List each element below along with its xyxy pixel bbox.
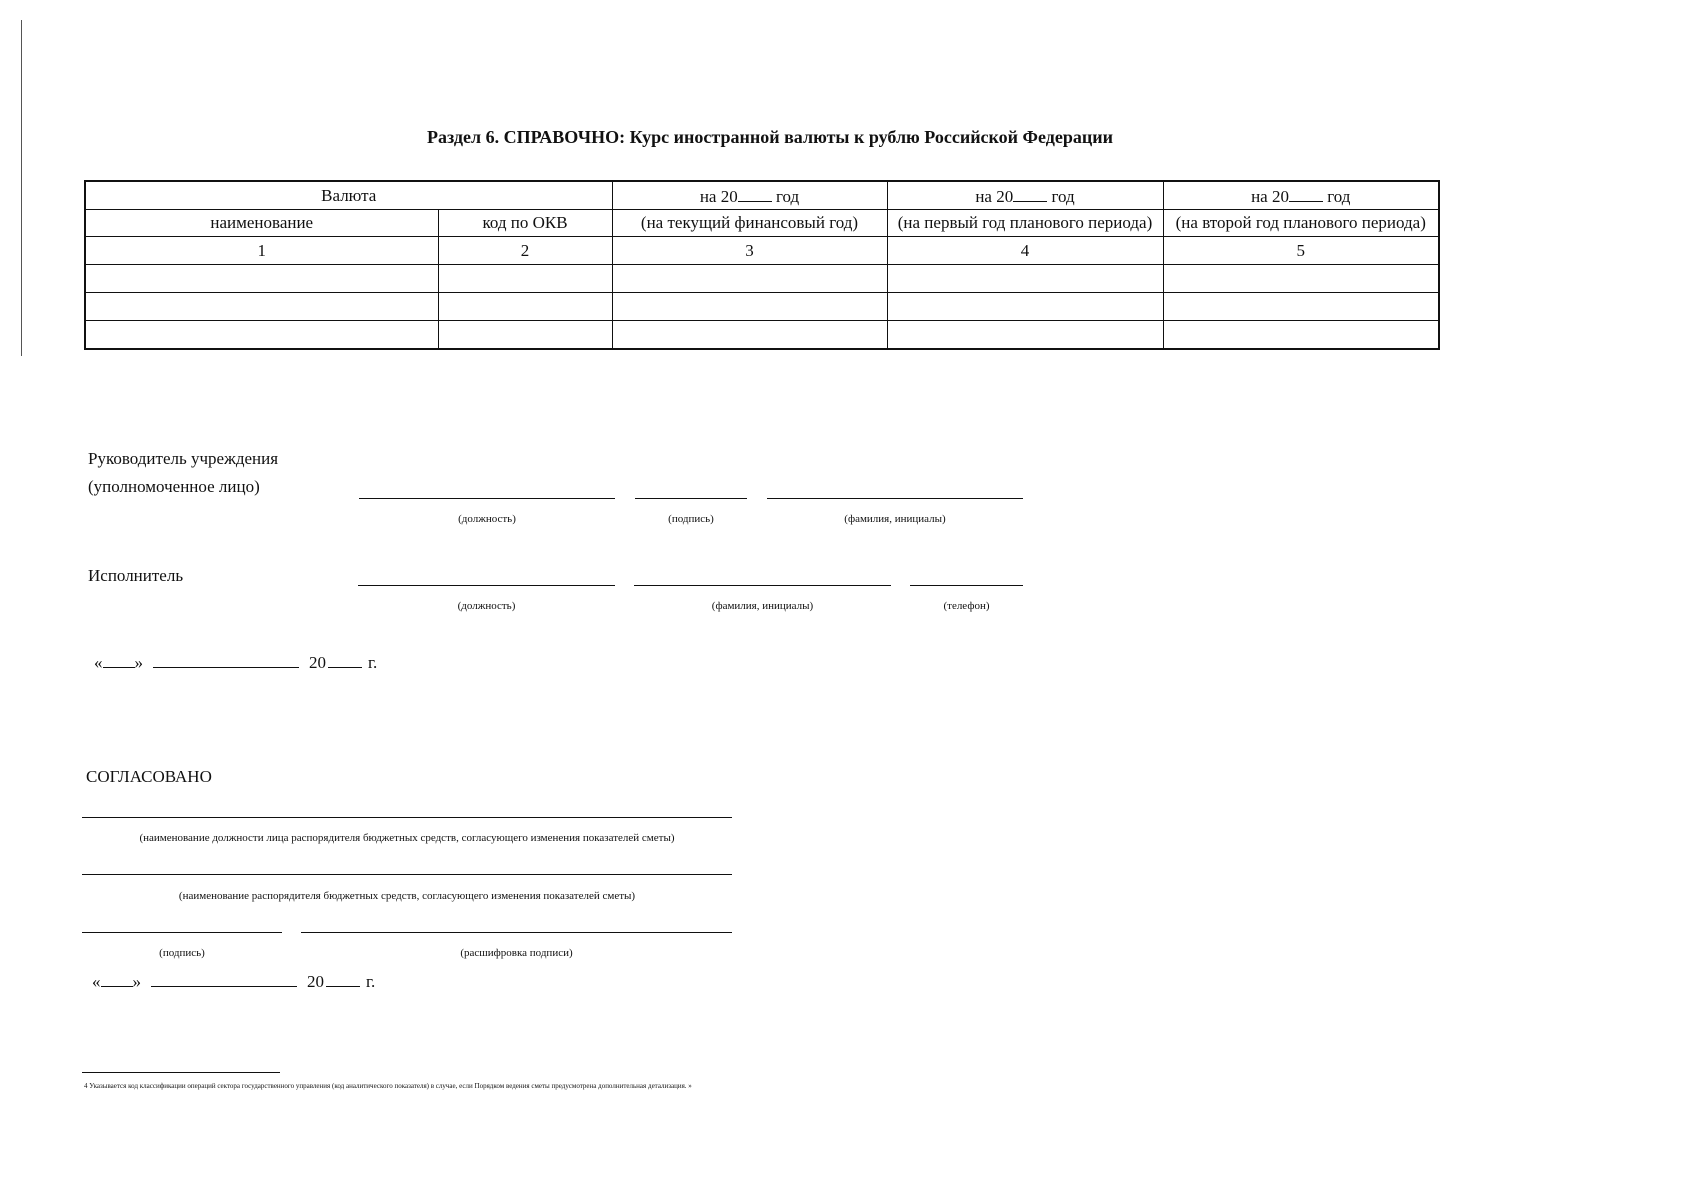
- head-label-sub: (уполномоченное лицо): [88, 477, 260, 496]
- currency-header: Валюта: [85, 181, 612, 210]
- table-cell[interactable]: [1163, 265, 1439, 293]
- head-label: Руководитель учреждения: [88, 449, 279, 468]
- table-row: [85, 321, 1439, 350]
- organization-line[interactable]: [82, 874, 732, 875]
- executor-position-line[interactable]: [358, 585, 615, 586]
- table-row: [85, 265, 1439, 293]
- official-position-caption: (наименование должности лица распорядителя бюджетных средств, согласующего изменения показателей сметы): [139, 832, 675, 844]
- table-cell[interactable]: [438, 265, 612, 293]
- official-position-line[interactable]: [82, 817, 732, 818]
- day-blank[interactable]: [103, 653, 135, 668]
- col-number: 3: [612, 237, 887, 265]
- col-second-plan-year: (на второй год планового периода): [1163, 210, 1439, 237]
- quote-close: »: [134, 653, 143, 672]
- table-cell[interactable]: [612, 321, 887, 350]
- footnote-separator: [82, 1072, 280, 1073]
- table-cell[interactable]: [887, 293, 1163, 321]
- table-cell[interactable]: [438, 293, 612, 321]
- head-fio-caption: (фамилия, инициалы): [844, 513, 946, 525]
- executor-fio-line[interactable]: [634, 585, 891, 586]
- executor-phone-line[interactable]: [910, 585, 1023, 586]
- table-cell[interactable]: [1163, 293, 1439, 321]
- month-blank[interactable]: [153, 653, 299, 668]
- head-signature-line[interactable]: [635, 498, 747, 499]
- agreement-decode-caption: (расшифровка подписи): [460, 947, 573, 959]
- date-field[interactable]: [94, 653, 377, 673]
- year-prefix: 20: [307, 972, 324, 991]
- table-cell[interactable]: [887, 265, 1163, 293]
- table-row: [85, 293, 1439, 321]
- year-suffix: г.: [366, 972, 376, 991]
- head-position-line[interactable]: [359, 498, 615, 499]
- margin-line: [21, 20, 22, 356]
- table-cell[interactable]: [887, 321, 1163, 350]
- quote-open: «: [94, 653, 103, 672]
- table-cell[interactable]: [612, 265, 887, 293]
- year-suffix: г.: [368, 653, 378, 672]
- head-fio-line[interactable]: [767, 498, 1023, 499]
- footnote: 4 Указывается код классификации операций сектора государственного управления (код аналитического показателя) в случае, если Порядком ведения сметы предусмотрена дополнительная детализация. »: [84, 1082, 692, 1090]
- section-title: Раздел 6. СПРАВОЧНО: Курс иностранной валюты к рублю Российской Федерации: [427, 127, 1113, 147]
- executor-position-caption: (должность): [457, 600, 516, 612]
- table-cell[interactable]: [612, 293, 887, 321]
- head-signature-caption: (подпись): [668, 513, 714, 525]
- month-blank[interactable]: [151, 972, 297, 987]
- col-current-year: (на текущий финансовый год): [612, 210, 887, 237]
- agreement-date-field[interactable]: [92, 972, 375, 992]
- col-number: 4: [887, 237, 1163, 265]
- table-cell[interactable]: [1163, 321, 1439, 350]
- col-number: 5: [1163, 237, 1439, 265]
- year-header-first: на 20 год: [887, 181, 1163, 210]
- executor-label: Исполнитель: [88, 566, 184, 585]
- year-blank[interactable]: [328, 653, 362, 668]
- col-first-plan-year: (на первый год планового периода): [887, 210, 1163, 237]
- col-number: 1: [85, 237, 438, 265]
- agreement-signature-line[interactable]: [82, 932, 282, 933]
- agreement-title: СОГЛАСОВАНО: [86, 767, 212, 786]
- table-cell[interactable]: [85, 321, 438, 350]
- quote-open: «: [92, 972, 101, 991]
- quote-close: »: [132, 972, 141, 991]
- day-blank[interactable]: [101, 972, 133, 987]
- agreement-decode-line[interactable]: [301, 932, 732, 933]
- col-name: наименование: [85, 210, 438, 237]
- executor-fio-caption: (фамилия, инициалы): [711, 600, 814, 612]
- year-prefix: 20: [309, 653, 326, 672]
- table-cell[interactable]: [85, 265, 438, 293]
- year-header-second: на 20 год: [1163, 181, 1439, 210]
- currency-rate-table: [84, 180, 1440, 350]
- executor-phone-caption: (телефон): [943, 600, 990, 612]
- agreement-signature-caption: (подпись): [159, 947, 205, 959]
- table-cell[interactable]: [85, 293, 438, 321]
- table-cell[interactable]: [438, 321, 612, 350]
- organization-caption: (наименование распорядителя бюджетных средств, согласующего изменения показателей сметы): [178, 890, 636, 902]
- col-code: код по ОКВ: [438, 210, 612, 237]
- year-header-current: на 20 год: [612, 181, 887, 210]
- col-number: 2: [438, 237, 612, 265]
- year-blank[interactable]: [326, 972, 360, 987]
- head-position-caption: (должность): [458, 513, 516, 525]
